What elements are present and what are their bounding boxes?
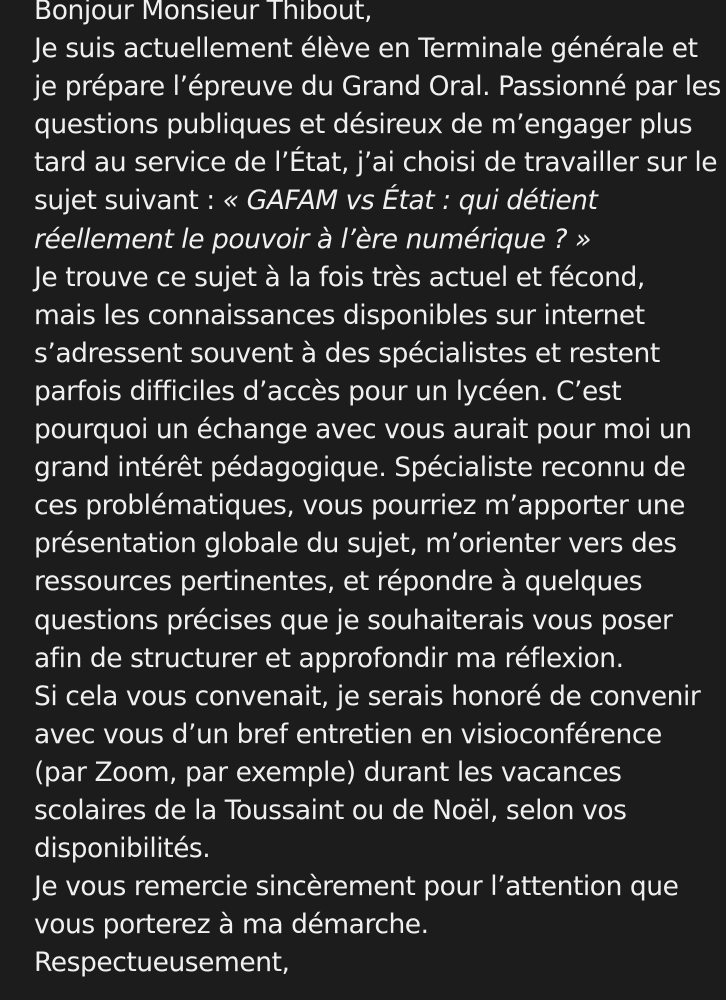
message-line: grand intérêt pédagogique. Spécialiste reconnu de [34, 452, 686, 484]
message-line: s’adressent souvent à des spécialistes et restent [34, 337, 660, 369]
quoted-subject-continued: réellement le pouvoir à l’ère numérique ? » [34, 223, 591, 255]
message-line: questions précises que je souhaiterais vous poser [34, 604, 673, 636]
message-line: avec vous d’un bref entretien en visioconférence [34, 718, 662, 750]
quoted-subject: « GAFAM vs État : qui détient [222, 185, 598, 217]
message-line: Je vous remercie sincèrement pour l’attention que [34, 871, 679, 903]
message-line: mais les connaissances disponibles sur internet [34, 299, 645, 331]
message-line: pourquoi un échange avec vous aurait pour moi un [34, 414, 692, 446]
message-line: Bonjour Monsieur Thibout, [34, 0, 373, 26]
message-line: tard au service de l’État, j’ai choisi de travailler sur le [34, 147, 718, 179]
message-line: scolaires de la Toussaint ou de Noël, selon vos [34, 794, 627, 826]
message-line: présentation globale du sujet, m’orienter vers des [34, 528, 677, 560]
message-line: parfois difficiles d’accès pour un lycéen. C’est [34, 375, 622, 407]
message-line: je prépare l’épreuve du Grand Oral. Passionné par les [34, 71, 721, 103]
message-line: afin de structurer et approfondir ma réflexion. [34, 642, 624, 674]
message-line: Si cela vous convenait, je serais honoré de convenir [34, 680, 701, 712]
message-line: (par Zoom, par exemple) durant les vacances [34, 756, 622, 788]
message-line: Je suis actuellement élève en Terminale générale et [34, 33, 698, 65]
message-line: disponibilités. [34, 833, 211, 865]
message-line-mixed [34, 182, 724, 220]
message-text [34, 0, 724, 982]
message-line: Respectueusement, [34, 947, 290, 979]
message-line: Je trouve ce sujet à la fois très actuel et fécond, [34, 261, 645, 293]
message-line: vous porterez à ma démarche. [34, 909, 429, 941]
message-line: ces problématiques, vous pourriez m’apporter une [34, 490, 685, 522]
message-text-segment: sujet suivant : [34, 185, 223, 217]
message-line: questions publiques et désireux de m’engager plus [34, 109, 693, 141]
message-line: ressources pertinentes, et répondre à quelques [34, 566, 643, 598]
